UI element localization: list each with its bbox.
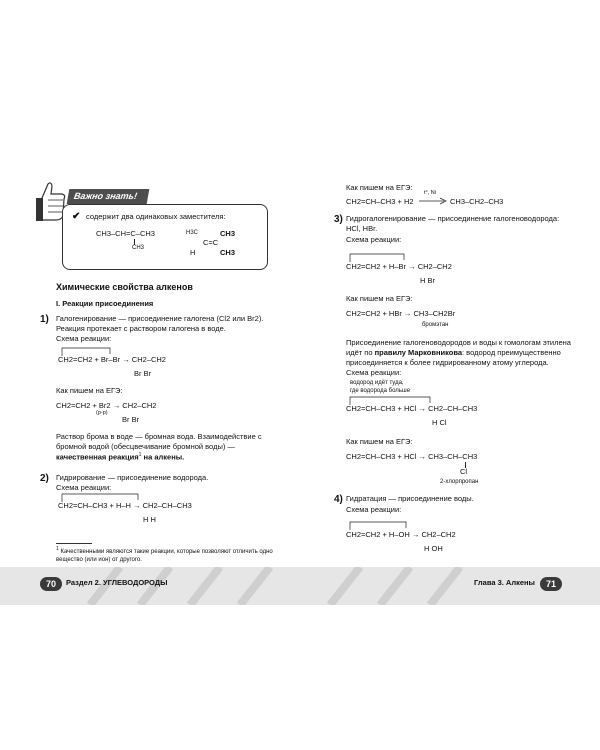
formula-cc: C=C: [203, 238, 219, 247]
item2-text: Гидрирование — присоединение водорода.: [56, 473, 209, 482]
equation-product: CH3–CH2–CH3: [450, 197, 504, 206]
item1-equation-a-sub: Br Br: [134, 369, 152, 378]
annotation-line-2: где водорода больше: [350, 388, 411, 394]
equation-hydrogenation: CH2=CH–CH3 + H2: [346, 197, 414, 206]
item1-text: Галогенирование — присоединение галогена (Cl2 или Br2). Реакция протекает с раствором галогена в воде.: [56, 314, 264, 334]
item4-text: Гидратация — присоединение воды.: [346, 494, 474, 503]
item3-scheme-label-2: Схема реакции:: [346, 368, 402, 377]
formula-important-left: CH3–CH=C–CH3: [96, 229, 155, 238]
item3-ege-label-2: Как пишем на ЕГЭ:: [346, 437, 413, 446]
item1-scheme-label: Схема реакции:: [56, 334, 112, 343]
item1-equation-a: CH2=CH2 + Br–Br → CH2–CH2: [58, 355, 166, 364]
important-tab: [67, 189, 150, 204]
check-icon: ✔: [72, 211, 81, 222]
equation-condition: t°, Ni: [424, 190, 436, 196]
item2-equation: CH2=CH–CH3 + H–H → CH2–CH–CH3: [58, 501, 192, 510]
annotation-line-1: водород идёт туда,: [350, 380, 404, 386]
item4-equation: CH2=CH2 + H–OH → CH2–CH2: [346, 530, 456, 539]
formula-h: H: [190, 248, 196, 257]
item1-equation-b: CH2=CH2 + Br2 → CH2–CH2: [56, 401, 157, 410]
section-header-left: Раздел 2. УГЛЕВОДОРОДЫ: [66, 578, 168, 587]
item1-paragraph: [56, 432, 278, 463]
item1-equation-b-sub: Br Br: [122, 415, 140, 424]
chapter-header-right: Глава 3. Алкены: [474, 578, 535, 587]
formula-important-left-sub: CH3: [132, 245, 145, 251]
item4-number: 4): [334, 494, 343, 505]
item3-number: 3): [334, 214, 343, 225]
item1-equation-b-condition: (p-p): [96, 410, 108, 416]
item1-number: 1): [40, 314, 49, 325]
item1-paragraph-bold: качественная реакция: [56, 452, 139, 462]
footnote-ref: 1: [138, 452, 142, 459]
item3-equation: CH2=CH2 + H–Br → CH2–CH2: [346, 262, 452, 271]
markovnikov-paragraph: [346, 338, 574, 368]
markovnikov-rule: правилу Марковникова: [374, 348, 463, 358]
item3-product-name: бромэтан: [422, 322, 449, 328]
item3-equation-4: CH2=CH–CH3 + HCl → CH3–CH–CH3: [346, 452, 478, 461]
footnote-number: 1: [56, 546, 59, 552]
item3-equation-sub: H Br: [420, 276, 435, 285]
formula-ch3-bottom: CH3: [220, 248, 236, 257]
item2-number: 2): [40, 473, 49, 484]
page-number-right: 71: [540, 577, 562, 591]
item3-equation-4-sub: Cl: [460, 467, 468, 476]
formula-ch3-top: CH3: [220, 229, 236, 238]
important-text: содержит два одинаковых заместителя:: [86, 212, 226, 221]
footnote: [56, 546, 286, 565]
item3-equation-2: CH2=CH2 + HBr → CH3–CH2Br: [346, 309, 456, 318]
item1-ege-label: Как пишем на ЕГЭ:: [56, 386, 123, 395]
right-page: [300, 0, 600, 750]
subsection-title: I. Реакции присоединения: [56, 299, 154, 308]
item3-product-name-2: 2-хлорпропан: [440, 479, 479, 485]
item3-equation-3-sub: H Cl: [432, 418, 447, 427]
formula-h3c: H3C: [186, 230, 199, 236]
markovnikov-text-b: : водород преимущественно присоединяется к более гидрированному атому углерода.: [346, 348, 561, 368]
item1-paragraph-text: Раствор брома в воде — бромная вода. Взаимодействие с бромной водой (обесцвечивание бромной воды) —: [56, 432, 262, 452]
item4-scheme-label: Схема реакции:: [346, 505, 402, 514]
item3-scheme-label: Схема реакции:: [346, 235, 402, 244]
important-title: Важно знать!: [73, 191, 138, 201]
item3-equation-3: CH2=CH–CH3 + HCl → CH2–CH–CH3: [346, 404, 478, 413]
item4-equation-sub: H OH: [424, 544, 443, 553]
item2-equation-sub: H H: [143, 515, 156, 524]
section-title: Химические свойства алкенов: [56, 282, 193, 292]
footnote-divider: [56, 543, 92, 544]
footnote-text: Качественными являются такие реакции, которые позволяют отличить одно вещество (или ион) от другого.: [56, 549, 273, 563]
arrow-icon: [418, 197, 448, 205]
item2-scheme-label: Схема реакции:: [56, 483, 112, 492]
item3-ege-label: Как пишем на ЕГЭ:: [346, 294, 413, 303]
bond-arrow-icon: [58, 345, 118, 357]
ege-label: Как пишем на ЕГЭ:: [346, 183, 413, 192]
markovnikov-text-a: Присоединение галогеноводородов и воды к гомологам этилена идёт по: [346, 338, 571, 358]
item3-text: Гидрогалогенирование — присоединение галогеноводорода: HCl, HBr.: [346, 214, 560, 234]
item1-paragraph-end: на алкены.: [143, 452, 185, 462]
page-number-left: 70: [40, 577, 62, 591]
